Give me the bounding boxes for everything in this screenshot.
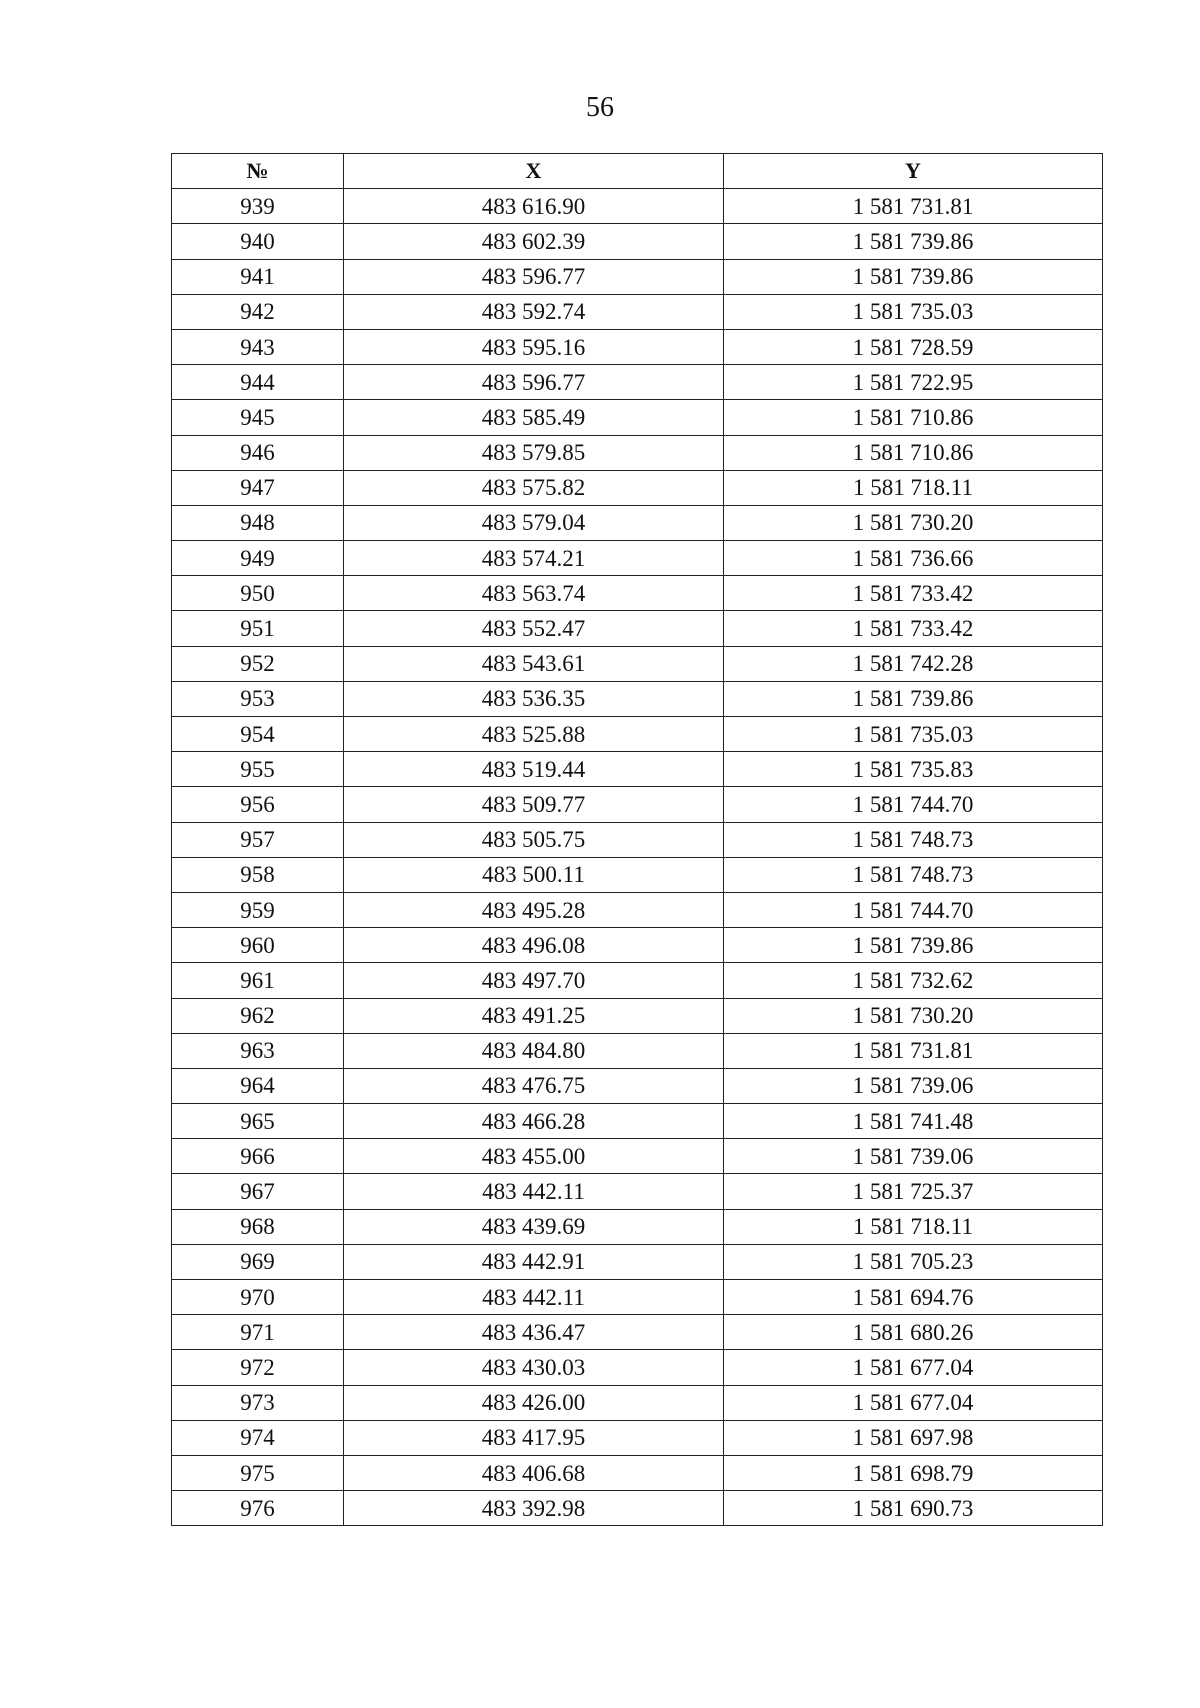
cell-x: 483 500.11 [344, 857, 724, 892]
cell-y: 1 581 730.20 [724, 998, 1103, 1033]
table-row [172, 470, 1103, 505]
cell-number: 940 [172, 224, 344, 259]
cell-x: 483 543.61 [344, 646, 724, 681]
table-row [172, 505, 1103, 540]
cell-x: 483 509.77 [344, 787, 724, 822]
table-row [172, 1033, 1103, 1068]
cell-y: 1 581 744.70 [724, 892, 1103, 927]
cell-number: 952 [172, 646, 344, 681]
cell-y: 1 581 739.06 [724, 1068, 1103, 1103]
cell-number: 958 [172, 857, 344, 892]
table-header [172, 154, 1103, 189]
cell-y: 1 581 710.86 [724, 400, 1103, 435]
cell-number: 967 [172, 1174, 344, 1209]
cell-x: 483 525.88 [344, 717, 724, 752]
cell-x: 483 596.77 [344, 259, 724, 294]
table-row [172, 1280, 1103, 1315]
table-body [172, 189, 1103, 1526]
table-row [172, 1139, 1103, 1174]
cell-x: 483 596.77 [344, 365, 724, 400]
cell-y: 1 581 680.26 [724, 1315, 1103, 1350]
cell-y: 1 581 739.86 [724, 259, 1103, 294]
cell-y: 1 581 690.73 [724, 1491, 1103, 1526]
table-row [172, 998, 1103, 1033]
table-row [172, 329, 1103, 364]
table-row [172, 541, 1103, 576]
cell-number: 947 [172, 470, 344, 505]
cell-x: 483 563.74 [344, 576, 724, 611]
table-row [172, 611, 1103, 646]
cell-number: 963 [172, 1033, 344, 1068]
cell-x: 483 579.04 [344, 505, 724, 540]
table-row [172, 928, 1103, 963]
table-row [172, 892, 1103, 927]
table-row [172, 1068, 1103, 1103]
cell-x: 483 426.00 [344, 1385, 724, 1420]
cell-number: 948 [172, 505, 344, 540]
cell-y: 1 581 725.37 [724, 1174, 1103, 1209]
cell-number: 974 [172, 1420, 344, 1455]
cell-number: 945 [172, 400, 344, 435]
cell-x: 483 439.69 [344, 1209, 724, 1244]
cell-x: 483 602.39 [344, 224, 724, 259]
cell-y: 1 581 730.20 [724, 505, 1103, 540]
cell-y: 1 581 739.86 [724, 224, 1103, 259]
cell-y: 1 581 733.42 [724, 611, 1103, 646]
table-row [172, 646, 1103, 681]
cell-y: 1 581 739.86 [724, 928, 1103, 963]
cell-x: 483 574.21 [344, 541, 724, 576]
cell-number: 964 [172, 1068, 344, 1103]
table-row [172, 435, 1103, 470]
cell-number: 954 [172, 717, 344, 752]
cell-number: 962 [172, 998, 344, 1033]
table-row [172, 1104, 1103, 1139]
cell-y: 1 581 744.70 [724, 787, 1103, 822]
cell-number: 955 [172, 752, 344, 787]
cell-y: 1 581 677.04 [724, 1385, 1103, 1420]
table-row [172, 1385, 1103, 1420]
cell-number: 968 [172, 1209, 344, 1244]
cell-y: 1 581 742.28 [724, 646, 1103, 681]
cell-y: 1 581 748.73 [724, 857, 1103, 892]
table-row [172, 681, 1103, 716]
table-row [172, 1315, 1103, 1350]
cell-x: 483 579.85 [344, 435, 724, 470]
cell-x: 483 497.70 [344, 963, 724, 998]
cell-y: 1 581 697.98 [724, 1420, 1103, 1455]
table-row [172, 822, 1103, 857]
table-row [172, 1455, 1103, 1490]
cell-y: 1 581 705.23 [724, 1244, 1103, 1279]
cell-y: 1 581 732.62 [724, 963, 1103, 998]
cell-number: 966 [172, 1139, 344, 1174]
table-row [172, 400, 1103, 435]
cell-y: 1 581 739.06 [724, 1139, 1103, 1174]
cell-x: 483 495.28 [344, 892, 724, 927]
cell-x: 483 616.90 [344, 189, 724, 224]
cell-x: 483 505.75 [344, 822, 724, 857]
cell-number: 950 [172, 576, 344, 611]
table-row [172, 365, 1103, 400]
cell-y: 1 581 718.11 [724, 1209, 1103, 1244]
cell-x: 483 392.98 [344, 1491, 724, 1526]
table-row [172, 259, 1103, 294]
cell-y: 1 581 733.42 [724, 576, 1103, 611]
cell-number: 941 [172, 259, 344, 294]
header-row [172, 154, 1103, 189]
cell-x: 483 406.68 [344, 1455, 724, 1490]
cell-x: 483 585.49 [344, 400, 724, 435]
cell-number: 942 [172, 294, 344, 329]
cell-number: 956 [172, 787, 344, 822]
cell-x: 483 592.74 [344, 294, 724, 329]
page-number: 56 [586, 92, 614, 123]
cell-number: 949 [172, 541, 344, 576]
table-row [172, 1350, 1103, 1385]
cell-y: 1 581 739.86 [724, 681, 1103, 716]
cell-x: 483 484.80 [344, 1033, 724, 1068]
cell-x: 483 496.08 [344, 928, 724, 963]
cell-x: 483 552.47 [344, 611, 724, 646]
cell-x: 483 575.82 [344, 470, 724, 505]
cell-number: 976 [172, 1491, 344, 1526]
cell-y: 1 581 741.48 [724, 1104, 1103, 1139]
table-row [172, 857, 1103, 892]
cell-y: 1 581 710.86 [724, 435, 1103, 470]
cell-y: 1 581 735.03 [724, 717, 1103, 752]
table-row [172, 294, 1103, 329]
cell-y: 1 581 728.59 [724, 329, 1103, 364]
cell-x: 483 417.95 [344, 1420, 724, 1455]
cell-y: 1 581 731.81 [724, 189, 1103, 224]
cell-y: 1 581 735.03 [724, 294, 1103, 329]
cell-number: 975 [172, 1455, 344, 1490]
cell-y: 1 581 694.76 [724, 1280, 1103, 1315]
table-row [172, 787, 1103, 822]
cell-number: 965 [172, 1104, 344, 1139]
cell-y: 1 581 735.83 [724, 752, 1103, 787]
table-row [172, 963, 1103, 998]
cell-x: 483 536.35 [344, 681, 724, 716]
table-row [172, 1209, 1103, 1244]
cell-y: 1 581 731.81 [724, 1033, 1103, 1068]
cell-x: 483 442.11 [344, 1174, 724, 1209]
cell-x: 483 519.44 [344, 752, 724, 787]
cell-number: 944 [172, 365, 344, 400]
table-row [172, 189, 1103, 224]
cell-number: 972 [172, 1350, 344, 1385]
cell-number: 973 [172, 1385, 344, 1420]
cell-y: 1 581 718.11 [724, 470, 1103, 505]
cell-x: 483 595.16 [344, 329, 724, 364]
cell-x: 483 436.47 [344, 1315, 724, 1350]
cell-number: 943 [172, 329, 344, 364]
table-row [172, 752, 1103, 787]
cell-x: 483 442.91 [344, 1244, 724, 1279]
header-x: X [344, 154, 724, 189]
cell-x: 483 476.75 [344, 1068, 724, 1103]
cell-number: 939 [172, 189, 344, 224]
cell-x: 483 491.25 [344, 998, 724, 1033]
cell-x: 483 455.00 [344, 1139, 724, 1174]
cell-number: 969 [172, 1244, 344, 1279]
cell-number: 960 [172, 928, 344, 963]
cell-number: 946 [172, 435, 344, 470]
cell-y: 1 581 677.04 [724, 1350, 1103, 1385]
cell-number: 953 [172, 681, 344, 716]
cell-number: 961 [172, 963, 344, 998]
coordinates-table [171, 153, 1103, 1526]
table-row [172, 1420, 1103, 1455]
table-row [172, 717, 1103, 752]
cell-number: 970 [172, 1280, 344, 1315]
table-row [172, 1244, 1103, 1279]
table-row [172, 1174, 1103, 1209]
cell-y: 1 581 722.95 [724, 365, 1103, 400]
cell-number: 959 [172, 892, 344, 927]
cell-number: 957 [172, 822, 344, 857]
header-number: № [172, 154, 344, 189]
table-row [172, 224, 1103, 259]
table-row [172, 1491, 1103, 1526]
table-row [172, 576, 1103, 611]
cell-number: 971 [172, 1315, 344, 1350]
cell-x: 483 442.11 [344, 1280, 724, 1315]
cell-x: 483 466.28 [344, 1104, 724, 1139]
cell-y: 1 581 736.66 [724, 541, 1103, 576]
cell-y: 1 581 698.79 [724, 1455, 1103, 1490]
cell-number: 951 [172, 611, 344, 646]
header-y: Y [724, 154, 1103, 189]
cell-y: 1 581 748.73 [724, 822, 1103, 857]
cell-x: 483 430.03 [344, 1350, 724, 1385]
